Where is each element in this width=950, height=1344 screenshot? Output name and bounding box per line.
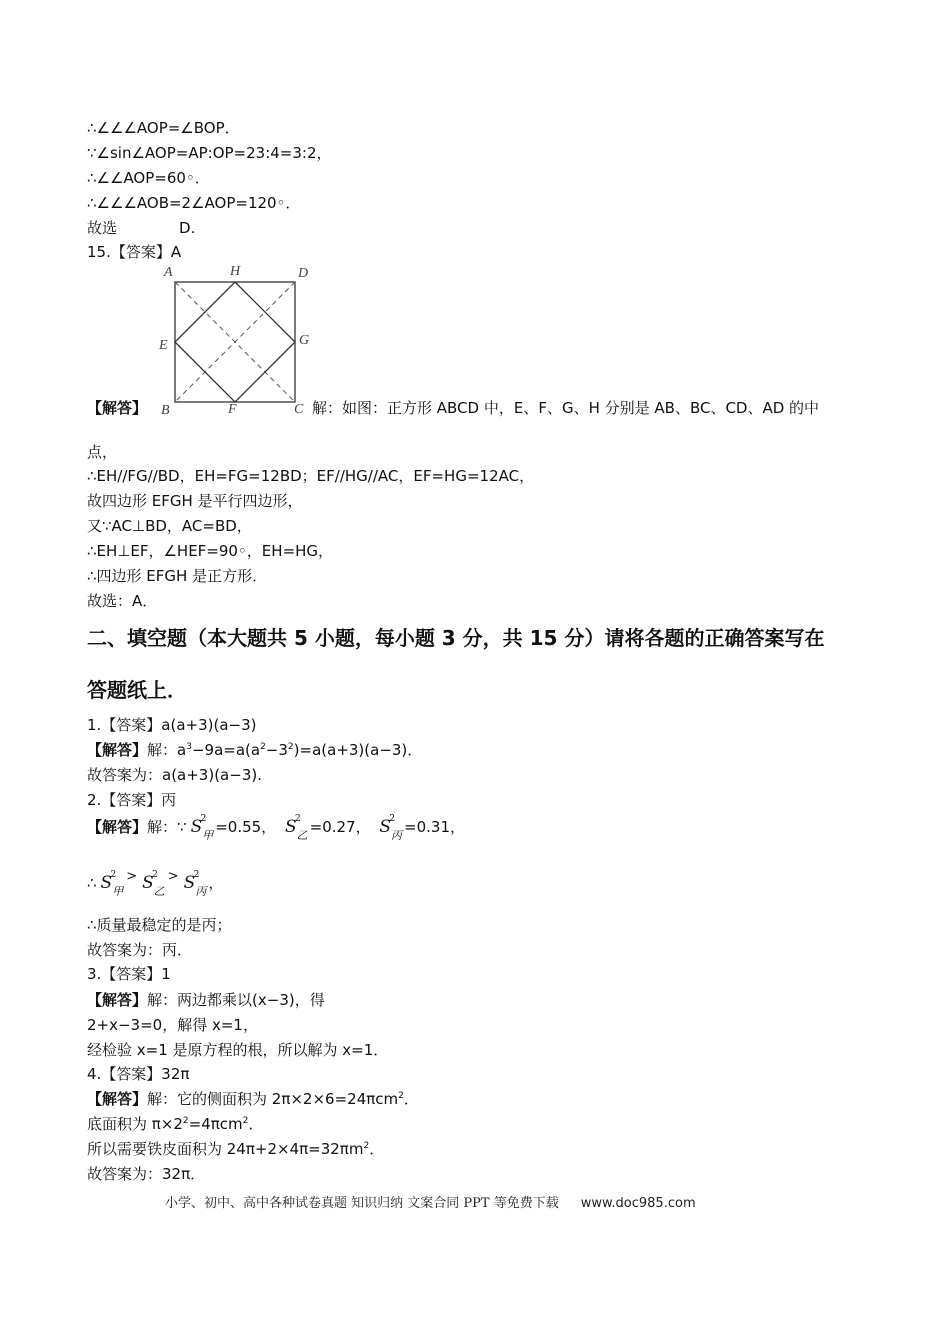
fill-q1-answer: 1.【答案】a(a+3)(a−3) <box>87 716 257 734</box>
line-1: ∴∠∠∠AOP=∠BOP． <box>87 119 240 137</box>
line-2: ∵∠sin∠AOP=AP:OP=23:4=3:2， <box>87 144 332 162</box>
section-title-line-1: 二、填空题（本大题共 5 小题，每小题 3 分，共 15 分）请将各题的正确答案写在 <box>87 626 825 650</box>
line-3: ∴∠∠AOP=60◦． <box>87 169 210 187</box>
line-4: ∴∠∠∠AOB=2∠AOP=120◦． <box>87 194 301 212</box>
solution-label: 【解答】 <box>87 1090 148 1108</box>
square-figure <box>155 262 315 422</box>
variance-jia: S 2 $_甲$ <box>100 870 124 898</box>
footer-text: 小学、初中、高中各种试卷真题 知识归纳 文案合同 PPT 等免费下载 <box>165 1196 559 1211</box>
q15-line-3: 又∵AC⊥BD，AC=BD， <box>87 517 252 535</box>
q15-cont: 点， <box>87 443 118 461</box>
label-f: F <box>228 402 237 417</box>
solution-label: 【解答】 <box>87 741 148 759</box>
label-b: B <box>161 403 170 418</box>
fill-q4-line-3: 故答案为：32π． <box>87 1165 206 1183</box>
q15-line-2: 故四边形 EFGH 是平行四边形， <box>87 492 303 510</box>
q15-solution-label: 【解答】 <box>87 399 148 417</box>
q15-line-5: ∴四边形 EFGH 是正方形． <box>87 567 268 585</box>
variance-bing: S 2 $_丙$ <box>183 870 207 898</box>
q15-solution-text: 解：如图：正方形 ABCD 中，E、F、G、H 分别是 AB、BC、CD、AD 的中 <box>312 399 820 417</box>
q15-answer: 15.【答案】A <box>87 243 182 261</box>
variance-bing: S 2 $_丙$ <box>379 814 403 842</box>
choice-answer: D. <box>179 219 196 237</box>
choice-text: 故选 <box>87 219 118 237</box>
solution-label: 【解答】 <box>87 818 148 836</box>
fill-q2-solution: 【解答】解：∵ S 2 $_甲$ =0.55， S 2 $_乙$ =0.27， S 2 $_丙$ =0.31， <box>87 814 465 842</box>
fill-q1-solution: 【解答】解：$a^3-9a=a(a^2-3^2)=a(a+3)(a-3)$． <box>87 741 423 759</box>
variance-yi: S 2 $_乙$ <box>142 870 165 898</box>
label-h: H <box>230 264 241 279</box>
fill-q2-line-1: ∴质量最稳定的是丙； <box>87 916 232 934</box>
fill-q4-line-1: 底面积为 $\pi\times 2^2=4\pi cm^2$． <box>87 1115 264 1133</box>
fill-q4-solution: 【解答】解：它的侧面积为 2π×2×6=24πcm$^2$． <box>87 1090 419 1108</box>
solution-label: 【解答】 <box>87 991 148 1009</box>
fill-q4-answer: 4.【答案】32π <box>87 1065 190 1083</box>
label-e: E <box>159 338 168 353</box>
label-d: D <box>298 266 309 281</box>
section-title-line-2: 答题纸上． <box>87 678 187 702</box>
label-a: A <box>164 265 173 280</box>
fill-q2-answer: 2.【答案】丙 <box>87 791 177 809</box>
q15-line-4: ∴EH⊥EF，∠HEF=90◦，EH=HG， <box>87 542 334 560</box>
q15-line-6: 故选：A． <box>87 592 158 610</box>
label-c: C <box>294 402 304 417</box>
fill-q3-line-1: 2+x−3=0，解得 x=1， <box>87 1016 258 1034</box>
page-footer <box>165 1192 696 1211</box>
variance-yi: S 2 $_乙$ <box>284 814 308 842</box>
line-5 <box>87 218 195 238</box>
fill-q4-line-2: 所以需要铁皮面积为 $24\pi+2\times 4\pi=32\pi m^2$． <box>87 1140 385 1158</box>
fill-q3-answer: 3.【答案】1 <box>87 965 171 983</box>
fill-q2-line-2: 故答案为：丙． <box>87 941 193 959</box>
variance-jia: S 2 $_甲$ <box>190 814 214 842</box>
footer-link[interactable]: www.doc985.com <box>580 1196 696 1211</box>
fill-q2-comparison: ∴ S 2 $_甲$> S 2 $_乙$> S 2 $_丙$ ， <box>87 869 224 898</box>
label-g: G <box>299 333 310 348</box>
q15-line-1: ∴EH//FG//BD，EH=FG=12BD；EF//HG//AC，EF=HG=12AC， <box>87 467 535 485</box>
fill-q3-line-2: 经检验 x=1 是原方程的根，所以解为 x=1． <box>87 1041 389 1059</box>
fill-q3-solution: 【解答】解：两边都乘以(x−3)，得 <box>87 991 325 1009</box>
fill-q1-conclusion: 故答案为：a(a+3)(a−3). <box>87 766 262 784</box>
